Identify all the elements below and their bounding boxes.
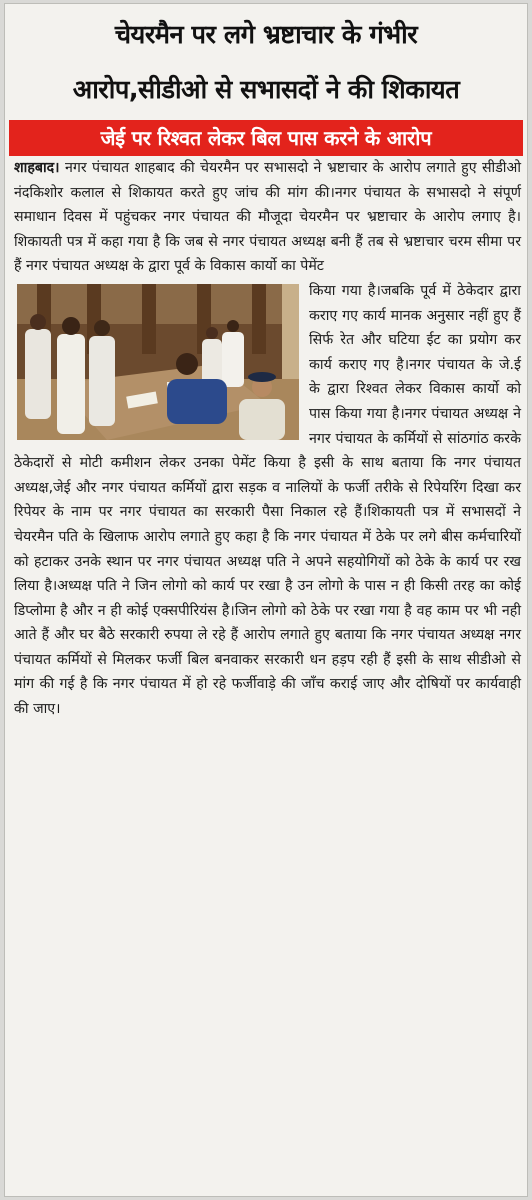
subheadline-banner: जेई पर रिश्वत लेकर बिल पास करने के आरोप — [9, 120, 523, 156]
headline-line-1: चेयरमैन पर लगे भ्रष्टाचार के गंभीर — [114, 20, 418, 50]
article-lead-text: नगर पंचायत शाहबाद की चेयरमैन पर सभासदो ने भ्रष्टाचार के आरोप लगाते हुए सीडीओ नंदकिशोर कलाल से शिकायत करते हुए जांच की मांग की।नगर पंचायत के सभासदो ने संपूर्ण समाधान दिवस में पहुंचकर नगर पंचायत की मौजूदा चेयरमैन पर भ्रष्टाचार के आरोप लगाए है।शिकायती पत्र में कहा गया है कि जब से नगर पंचायत अध्यक्ष बनी हैं तब से भ्रष्टाचार चरम सीमा पर हैं नगर पंचायत अध्यक्ष के द्वारा पूर्व के विकास कार्यो का पेमेंट — [14, 160, 521, 275]
newspaper-clipping — [4, 3, 528, 1197]
headline-line-2: आरोप,सीडीओ से सभासदों ने की शिकायत — [72, 75, 460, 105]
dateline: शाहबाद। — [14, 160, 60, 176]
article-continued-text: किया गया है।जबकि पूर्व में ठेकेदार द्वारा कराए गए कार्य मानक अनुसार नहीं हुए हैं सिर्फ रेत और घटिया ईट का प्रयोग कर कार्य कराए गए है।नगर पंचायत के जे.ई के द्वारा रिश्वत लेकर विकास कार्यो को पास किया गया है।नगर पंचायत अध्यक्ष ने नगर पंचायत के कर्मियों से सांठगांठ करके ठेकेदारों से मोटी कमीशन लेकर उनका पेमेंट किया है इसी के साथ बताया कि नगर पंचायत अध्यक्ष,जेई और नगर पंचायत कर्मियों द्वारा सड़क व नालियों के फर्जी तरीके से रिपेयरिंग दिखा कर रिपेयर के नाम पर नगर पंचायत का सरकारी पैसा निकाल रहे हैं।शिकायती पत्र में सभासदों ने चेयरमैन पति के खिलाफ आरोप लगाते हुए कहा है कि नगर पंचायत में ठेके पर लगे बीस कर्मचारियों को हटाकर उनके स्थान पर नगर पंचायत अध्यक्ष पति ने अपने सहयोगियों को ठेके के कार्य पर रख लिया है।अध्यक्ष पति ने जिन लोगो को कार्य पर रखा है उन लोगो के पास न ही किसी तरह का कोई डिप्लोमा है और न ही कोई एक्सपीरियंस है।जिन लोगो को ठेके पर रखा गया है वह काम पर भी नही आते हैं और घर बैठे सरकारी रुपया ले रहे हैं आरोप लगाते हुए बताया कि नगर पंचायत अध्यक्ष नगर पंचायत कर्मियों से मिलकर फर्जी बिल बनवाकर सरकारी धन हड़प रही हैं इसी के साथ सीडीओ से मांग की गई है कि नगर पंचायत में हो रहे फर्जीवाड़े की जाँच कराई जाए और दोषियों पर कार्यवाही की जाए। — [14, 282, 521, 718]
article-body — [5, 156, 527, 722]
news-photo — [17, 284, 299, 440]
article-lead-paragraph — [14, 156, 521, 279]
meeting-photo-illustration — [17, 284, 299, 440]
headline — [5, 4, 527, 118]
